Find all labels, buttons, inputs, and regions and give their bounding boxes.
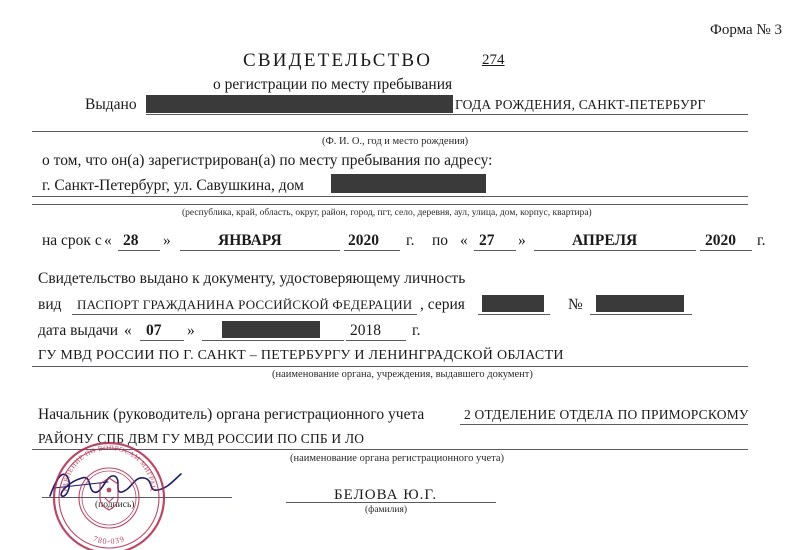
page-title: СВИДЕТЕЛЬСТВО	[243, 50, 433, 71]
rule-doc-seriya	[478, 314, 550, 315]
rule-term-month-to	[534, 250, 696, 251]
rule-doc-number	[590, 314, 692, 315]
rule-issue-day	[140, 340, 184, 341]
rule-fio	[32, 131, 748, 132]
redaction-name	[146, 95, 453, 113]
chief-label: Начальник (руководитель) органа регистрационного учета	[38, 406, 425, 423]
term-quote-open-to: «	[460, 232, 468, 249]
rule-family-name	[286, 502, 496, 503]
official-family-name: БЕЛОВА Ю.Г.	[334, 487, 438, 503]
rule-term-year-to	[700, 250, 752, 251]
rule-term-day-to	[474, 250, 516, 251]
rule-term-day-from	[118, 250, 160, 251]
issue-date-g: г.	[412, 322, 421, 339]
term-prefix: на срок с	[42, 232, 102, 249]
issued-birth-place: ГОДА РОЖДЕНИЯ, САНКТ-ПЕТЕРБУРГ	[455, 97, 706, 112]
official-round-stamp	[22, 440, 197, 550]
svg-text:УПРАВЛЕНИЕ ПО ВОПРОСАМ МИГРАЦИ: УПРАВЛЕНИЕ ПО ВОПРОСАМ МИГРАЦИИ	[60, 443, 158, 500]
rule-term-month-from	[180, 250, 340, 251]
issued-label: Выдано	[85, 96, 137, 113]
term-month-to: АПРЕЛЯ	[572, 232, 638, 249]
registration-statement: о том, что он(а) зарегистрирован(а) по месту пребывания по адресу:	[42, 152, 493, 169]
issue-date-label: дата выдачи	[38, 322, 119, 339]
rule-address-2	[32, 204, 748, 205]
form-number: Форма № 3	[710, 22, 782, 38]
issue-date-quote-close: »	[187, 322, 195, 339]
issuing-authority-value: ГУ МВД РОССИИ ПО Г. САНКТ – ПЕТЕРБУРГУ И ЛЕНИНГРАДСКОЙ ОБЛАСТИ	[38, 348, 564, 363]
rule-issuing-authority	[32, 366, 748, 367]
redaction-number	[596, 295, 684, 312]
issue-date-quote-open: «	[124, 322, 132, 339]
term-month-from: ЯНВАРЯ	[218, 232, 282, 249]
rule-issue-month	[202, 340, 344, 341]
page-subtitle: о регистрации по месту пребывания	[213, 76, 453, 93]
term-year-to: 2020	[705, 232, 736, 249]
caption-address: (республика, край, область, округ, район, город, пгт, село, деревня, аул, улица, дом, корпус, квартира)	[182, 208, 592, 218]
rule-address-1	[32, 196, 748, 197]
caption-signature: (подпись)	[95, 500, 135, 510]
svg-text:780-039: 780-039	[91, 534, 127, 547]
issue-date-year: 2018	[350, 322, 381, 339]
issue-date-day: 07	[146, 322, 162, 339]
address-value: г. Санкт-Петербург, ул. Савушкина, дом	[42, 177, 304, 194]
registration-authority-line-1: 2 ОТДЕЛЕНИЕ ОТДЕЛА ПО ПРИМОРСКОМУ	[464, 407, 749, 422]
redaction-issue-month	[222, 321, 320, 338]
identity-doc-statement: Свидетельство выдано к документу, удостоверяющему личность	[38, 270, 466, 287]
registration-authority-line-2: РАЙОНУ СПБ ДВМ ГУ МВД РОССИИ ПО СПБ И ЛО	[38, 431, 365, 446]
term-quote-close-to: »	[518, 232, 526, 249]
rule-doc-kind	[72, 314, 417, 315]
doc-number-label: №	[568, 296, 583, 313]
term-po: по	[432, 232, 449, 249]
doc-seriya-label: , серия	[420, 296, 465, 313]
rule-issued	[146, 114, 748, 115]
term-day-from: 28	[123, 232, 139, 249]
redaction-seriya	[482, 295, 544, 312]
rule-chief-1	[460, 424, 748, 425]
doc-kind-value: ПАСПОРТ ГРАЖДАНИНА РОССИЙСКОЙ ФЕДЕРАЦИИ	[77, 297, 413, 312]
caption-family-name: (фамилия)	[365, 505, 407, 515]
term-g-from: г.	[406, 232, 415, 249]
term-quote-close-from: »	[163, 232, 171, 249]
term-g-to: г.	[757, 232, 766, 249]
doc-kind-label: вид	[38, 296, 62, 313]
caption-fio: (Ф. И. О., год и место рождения)	[322, 136, 469, 147]
term-year-from: 2020	[348, 232, 379, 249]
caption-registration-authority: (наименование органа регистрационного учета)	[290, 453, 505, 464]
caption-issuing-authority: (наименование органа, учреждения, выдавшего документ)	[272, 369, 533, 380]
term-day-to: 27	[479, 232, 495, 249]
rule-term-year-from	[344, 250, 400, 251]
redaction-house	[331, 174, 486, 193]
term-quote-open-from: «	[104, 232, 112, 249]
certificate-number: 274	[482, 52, 505, 68]
rule-issue-year	[346, 340, 406, 341]
